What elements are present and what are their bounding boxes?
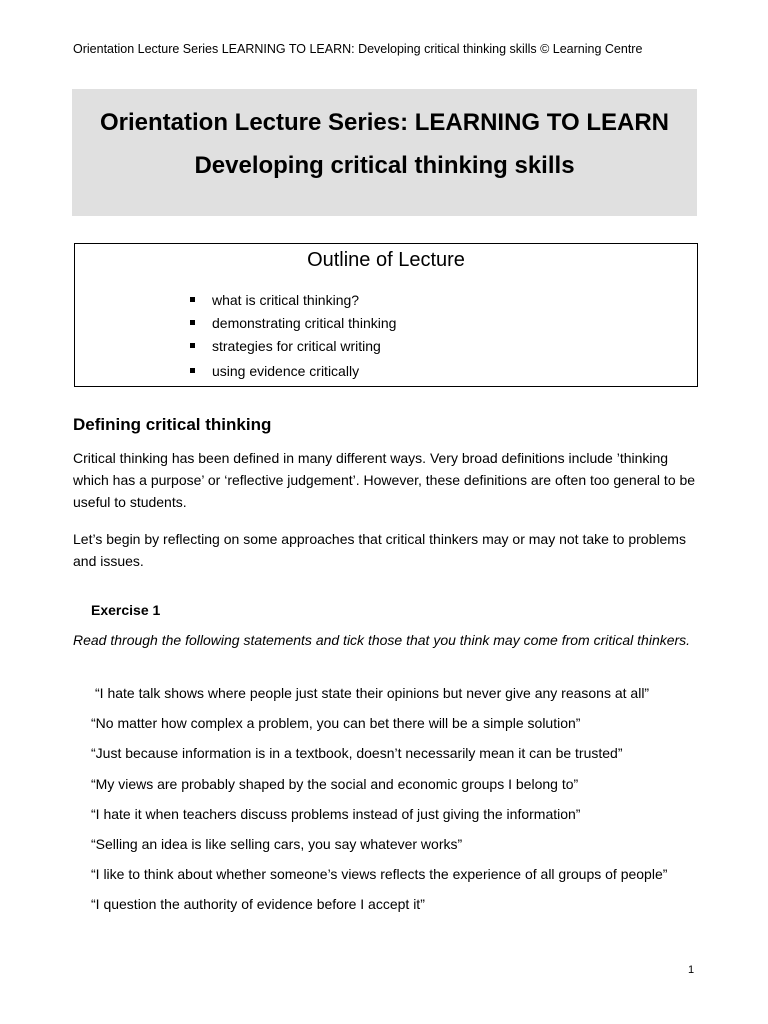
outline-item — [75, 289, 396, 312]
square-bullet-icon — [190, 297, 195, 302]
statement-item: “I like to think about whether someone’s views reflects the experience of all groups of people” — [91, 866, 668, 883]
outline-item-label: using evidence critically — [212, 363, 360, 379]
square-bullet-icon — [190, 343, 195, 348]
outline-heading: Outline of Lecture — [307, 249, 465, 271]
statement-item: “I hate talk shows where people just state their opinions but never give any reasons at all” — [95, 685, 650, 701]
exercise-instruction: Read through the following statements and tick those that you think may come from critical thinkers. — [73, 632, 691, 648]
page-number: 1 — [688, 964, 695, 976]
outline-item — [75, 360, 396, 383]
statement-item: “No matter how complex a problem, you can bet there will be a simple solution” — [91, 715, 581, 732]
outline-item — [75, 335, 396, 358]
outline-item-label: demonstrating critical thinking — [212, 315, 397, 331]
statement-item: “My views are probably shaped by the social and economic groups I belong to” — [91, 775, 579, 792]
exercise-heading: Exercise 1 — [91, 602, 161, 618]
running-header: Orientation Lecture Series LEARNING TO LEARN: Developing critical thinking skills © Learning Centre — [73, 42, 643, 56]
statement-item: “Just because information is in a textbook, doesn’t necessarily mean it can be trusted” — [91, 745, 623, 762]
outline-item-label: what is critical thinking? — [212, 292, 360, 308]
outline-list — [75, 289, 396, 383]
section-heading: Defining critical thinking — [73, 415, 272, 434]
outline-item — [75, 312, 396, 335]
document-subtitle: Developing critical thinking skills — [194, 152, 575, 179]
statement-item: “Selling an idea is like selling cars, you say whatever works” — [91, 835, 463, 852]
square-bullet-icon — [190, 320, 195, 325]
title-banner — [72, 89, 697, 216]
body-paragraph: Critical thinking has been defined in many different ways. Very broad definitions include ’thinking which has a purpose’ or ‘reflective judgement’. However, these definitions are often too general to be useful to students. — [73, 450, 696, 510]
outline-item-label: strategies for critical writing — [212, 338, 381, 354]
body-paragraph: Let’s begin by reflecting on some approaches that critical thinkers may or may not take to problems and issues. — [73, 531, 686, 569]
outline-box — [74, 243, 698, 387]
statement-item: “I hate it when teachers discuss problems instead of just giving the information” — [91, 805, 581, 822]
statement-list — [91, 684, 667, 926]
statement-item: “I question the authority of evidence before I accept it” — [91, 896, 425, 913]
document-title: Orientation Lecture Series: LEARNING TO LEARN — [100, 109, 669, 136]
square-bullet-icon — [190, 368, 195, 373]
